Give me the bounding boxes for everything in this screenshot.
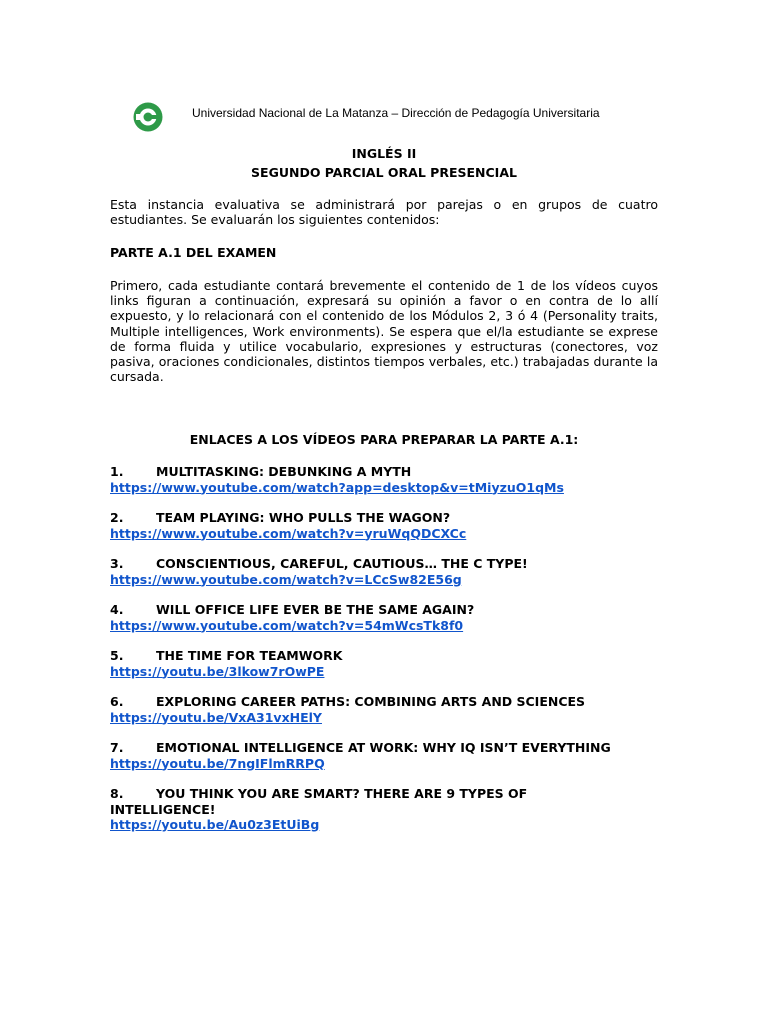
video-number: 1. [110, 464, 124, 479]
video-title: MULTITASKING: DEBUNKING A MYTH [156, 464, 412, 479]
video-link[interactable]: https://www.youtube.com/watch?v=LCcSw82E56g [110, 571, 462, 587]
document-header [132, 100, 600, 134]
course-title: INGLÉS II [351, 146, 417, 161]
video-link[interactable]: https://www.youtube.com/watch?v=54mWcsTk8f0 [110, 617, 464, 633]
video-item-1 [110, 464, 670, 495]
video-item-5 [110, 648, 670, 679]
video-item-2 [110, 510, 670, 541]
intro-paragraph: Esta instancia evaluativa se administrará por parejas o en grupos de cuatro estudiantes. Se evaluarán los siguientes contenidos: [110, 197, 658, 228]
video-title: TEAM PLAYING: WHO PULLS THE WAGON? [156, 510, 451, 525]
part-heading: PARTE A.1 DEL EXAMEN [110, 245, 277, 260]
video-title: EMOTIONAL INTELLIGENCE AT WORK: WHY IQ ISN’T EVERYTHING [156, 740, 611, 755]
video-number: 3. [110, 556, 124, 571]
video-title: THE TIME FOR TEAMWORK [156, 648, 343, 663]
university-logo-icon [132, 101, 164, 133]
video-number: 2. [110, 510, 124, 525]
video-title: EXPLORING CAREER PATHS: COMBINING ARTS AND SCIENCES [156, 694, 586, 709]
video-number: 7. [110, 740, 124, 755]
video-link[interactable]: https://youtu.be/VxA31vxHElY [110, 709, 322, 725]
video-title: CONSCIENTIOUS, CAREFUL, CAUTIOUS… THE C TYPE! [156, 556, 528, 571]
links-heading: ENLACES A LOS VÍDEOS PARA PREPARAR LA PARTE A.1: [189, 432, 579, 447]
video-title-continued: INTELLIGENCE! [110, 801, 216, 817]
exam-title: SEGUNDO PARCIAL ORAL PRESENCIAL [251, 165, 517, 180]
video-item-4 [110, 602, 670, 633]
video-number: 4. [110, 602, 124, 617]
video-title: WILL OFFICE LIFE EVER BE THE SAME AGAIN? [156, 602, 475, 617]
video-number: 6. [110, 694, 124, 709]
institution-name: Universidad Nacional de La Matanza – Dirección de Pedagogía Universitaria [192, 106, 600, 120]
video-item-6 [110, 694, 670, 725]
video-link[interactable]: https://www.youtube.com/watch?app=desktop&v=tMiyzuO1qMs [110, 479, 564, 495]
video-link[interactable]: https://youtu.be/Au0z3EtUiBg [110, 817, 320, 832]
video-number: 5. [110, 648, 124, 663]
video-item-8 [110, 786, 670, 833]
video-number: 8. [110, 786, 124, 801]
video-item-7 [110, 740, 670, 771]
video-link[interactable]: https://youtu.be/7ngIFlmRRPQ [110, 755, 325, 771]
part-body-paragraph: Primero, cada estudiante contará brevemente el contenido de 1 de los vídeos cuyos links figuran a continuación, expresará su opinión a favor o en contra de lo allí expuesto, y lo relacionará con el contenido de los Módulos 2, 3 ó 4 (Personality traits, Multiple intelligences, Work environments). Se espera que el/la estudiante se exprese de forma fluida y utilice vocabulario, expresiones y estructuras (conectores, voz pasiva, oraciones condicionales, distintos tiempos verbales, etc.) trabajadas durante la cursada. [110, 278, 658, 385]
video-item-3 [110, 556, 670, 587]
video-link[interactable]: https://www.youtube.com/watch?v=yruWqQDCXCc [110, 525, 467, 541]
video-link[interactable]: https://youtu.be/3lkow7rOwPE [110, 663, 325, 679]
video-title: YOU THINK YOU ARE SMART? THERE ARE 9 TYPES OF [156, 786, 528, 801]
